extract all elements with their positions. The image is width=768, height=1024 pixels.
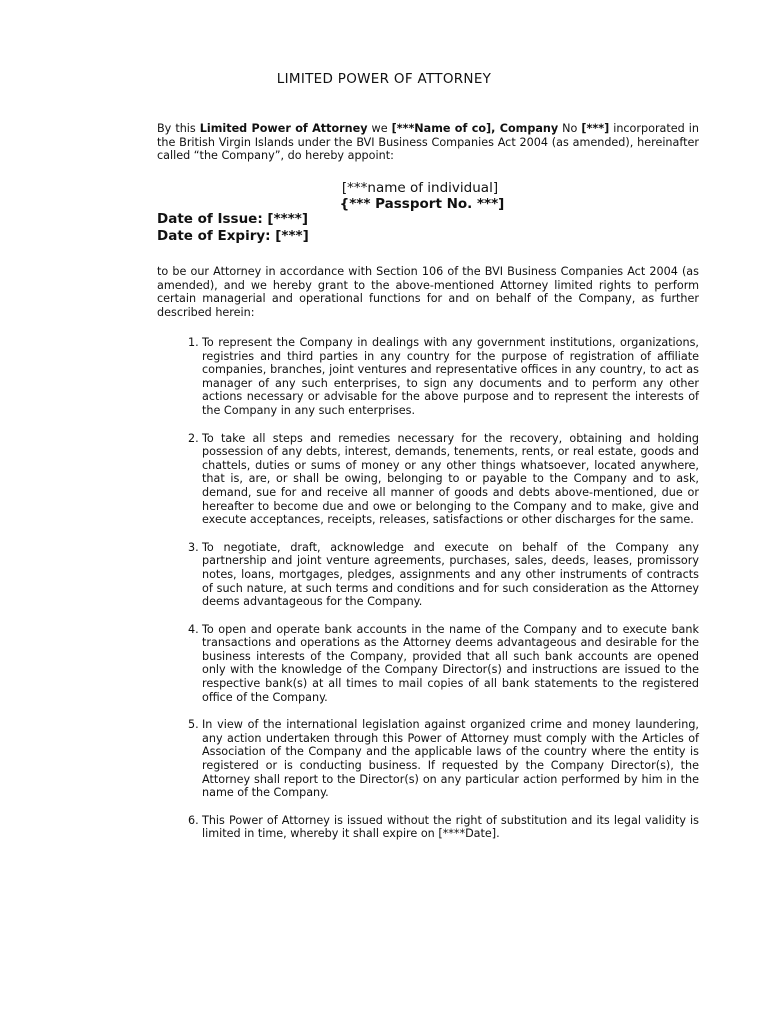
list-item-text: In view of the international legislation against organized crime and money laundering, any action undertaken through this Power of Attorney must comply with the Articles of Association of the Company and the applicable laws of the country where the entity is registered or is conducting business. If requested by the Company Director(s), the Attorney shall report to the Director(s) on any particular action performed by him in the name of the Company. (202, 718, 699, 800)
intro-text-1: By this (157, 122, 200, 135)
list-item-text: This Power of Attorney is issued without the right of substitution and its legal validity is limited in time, whereby it shall expire on [****Date]. (202, 813, 699, 841)
list-item (157, 432, 699, 527)
intro-bold-1: Limited Power of Attorney (199, 122, 368, 135)
intro-text-2: we (367, 122, 392, 135)
list-item-text: To represent the Company in dealings with any government institutions, organizations, registries and third parties in any country for the purpose of registration of affiliate companies, branches, joint ventures and representative offices in any country, to act as manager of any such enterprises, to sign any documents and to perform any other actions necessary or advisable for the above purpose and to represent the interests of the Company in any such enterprises. (202, 336, 699, 417)
intro-text-4: incorporated in the British Virgin Islands under the BVI Business Companies Act 2004 (as amended), hereinafter called “the Company”, do hereby appoint: (157, 122, 699, 163)
list-item-number: 2. (188, 431, 199, 445)
list-item-number: 6. (188, 813, 199, 827)
list-item (157, 336, 699, 418)
list-item-text: To open and operate bank accounts in the name of the Company and to execute bank transactions and operations as the Attorney deems advantageous and desirable for the business interests of the Company, provided that all such bank accounts are opened only with the knowledge of the Company Director(s) and instructions are issued to the respective bank(s) at all times to mail copies of all bank statements to the registered office of the Company. (202, 622, 699, 704)
grant-paragraph: to be our Attorney in accordance with Section 106 of the BVI Business Companies Act 2004 (as amended), and we hereby grant to the above-mentioned Attorney limited rights to perform certain managerial and operational functions for and on behalf of the Company, as further described herein: (157, 265, 699, 319)
list-item-number: 5. (188, 718, 199, 732)
powers-list (157, 336, 699, 855)
document-title: LIMITED POWER OF ATTORNEY (276, 71, 492, 87)
date-of-expiry: Date of Expiry: [***] (157, 228, 309, 244)
appointee-name: [***name of individual] (341, 180, 499, 196)
list-item-number: 4. (188, 622, 199, 636)
intro-bold-3: [***] (581, 122, 610, 135)
list-item (157, 623, 699, 705)
list-item-number: 1. (188, 336, 199, 349)
date-of-issue: Date of Issue: [****] (157, 211, 309, 227)
intro-paragraph (157, 122, 699, 163)
list-item-number: 3. (188, 540, 199, 554)
list-item-text: To negotiate, draft, acknowledge and execute on behalf of the Company any partnership and joint venture agreements, purchases, sales, deeds, leases, promissory notes, loans, mortgages, pledges, assignments and any other instruments of contracts of such nature, at such terms and conditions and for such consideration as the Attorney deems advantageous for the Company. (202, 540, 699, 609)
list-item-text: To take all steps and remedies necessary for the recovery, obtaining and holding possession of any debts, interest, demands, tenements, rents, or real estate, goods and chattels, duties or sums of money or any other things whatsoever, located anywhere, that is, are, or shall be owing, belonging to or payable to the Company and to ask, demand, sue for and receive all manner of goods and debts above-mentioned, due or hereafter to become due and owe or belonging to the Company and to make, give and execute acceptances, receipts, releases, satisfactions or other discharges for the same. (202, 431, 699, 527)
list-item (157, 541, 699, 609)
intro-bold-2: [***Name of co], Company (391, 122, 559, 135)
list-item (157, 718, 699, 800)
passport-number: {*** Passport No. ***] (339, 196, 505, 212)
intro-text-3: No (558, 122, 582, 135)
list-item (157, 814, 699, 841)
